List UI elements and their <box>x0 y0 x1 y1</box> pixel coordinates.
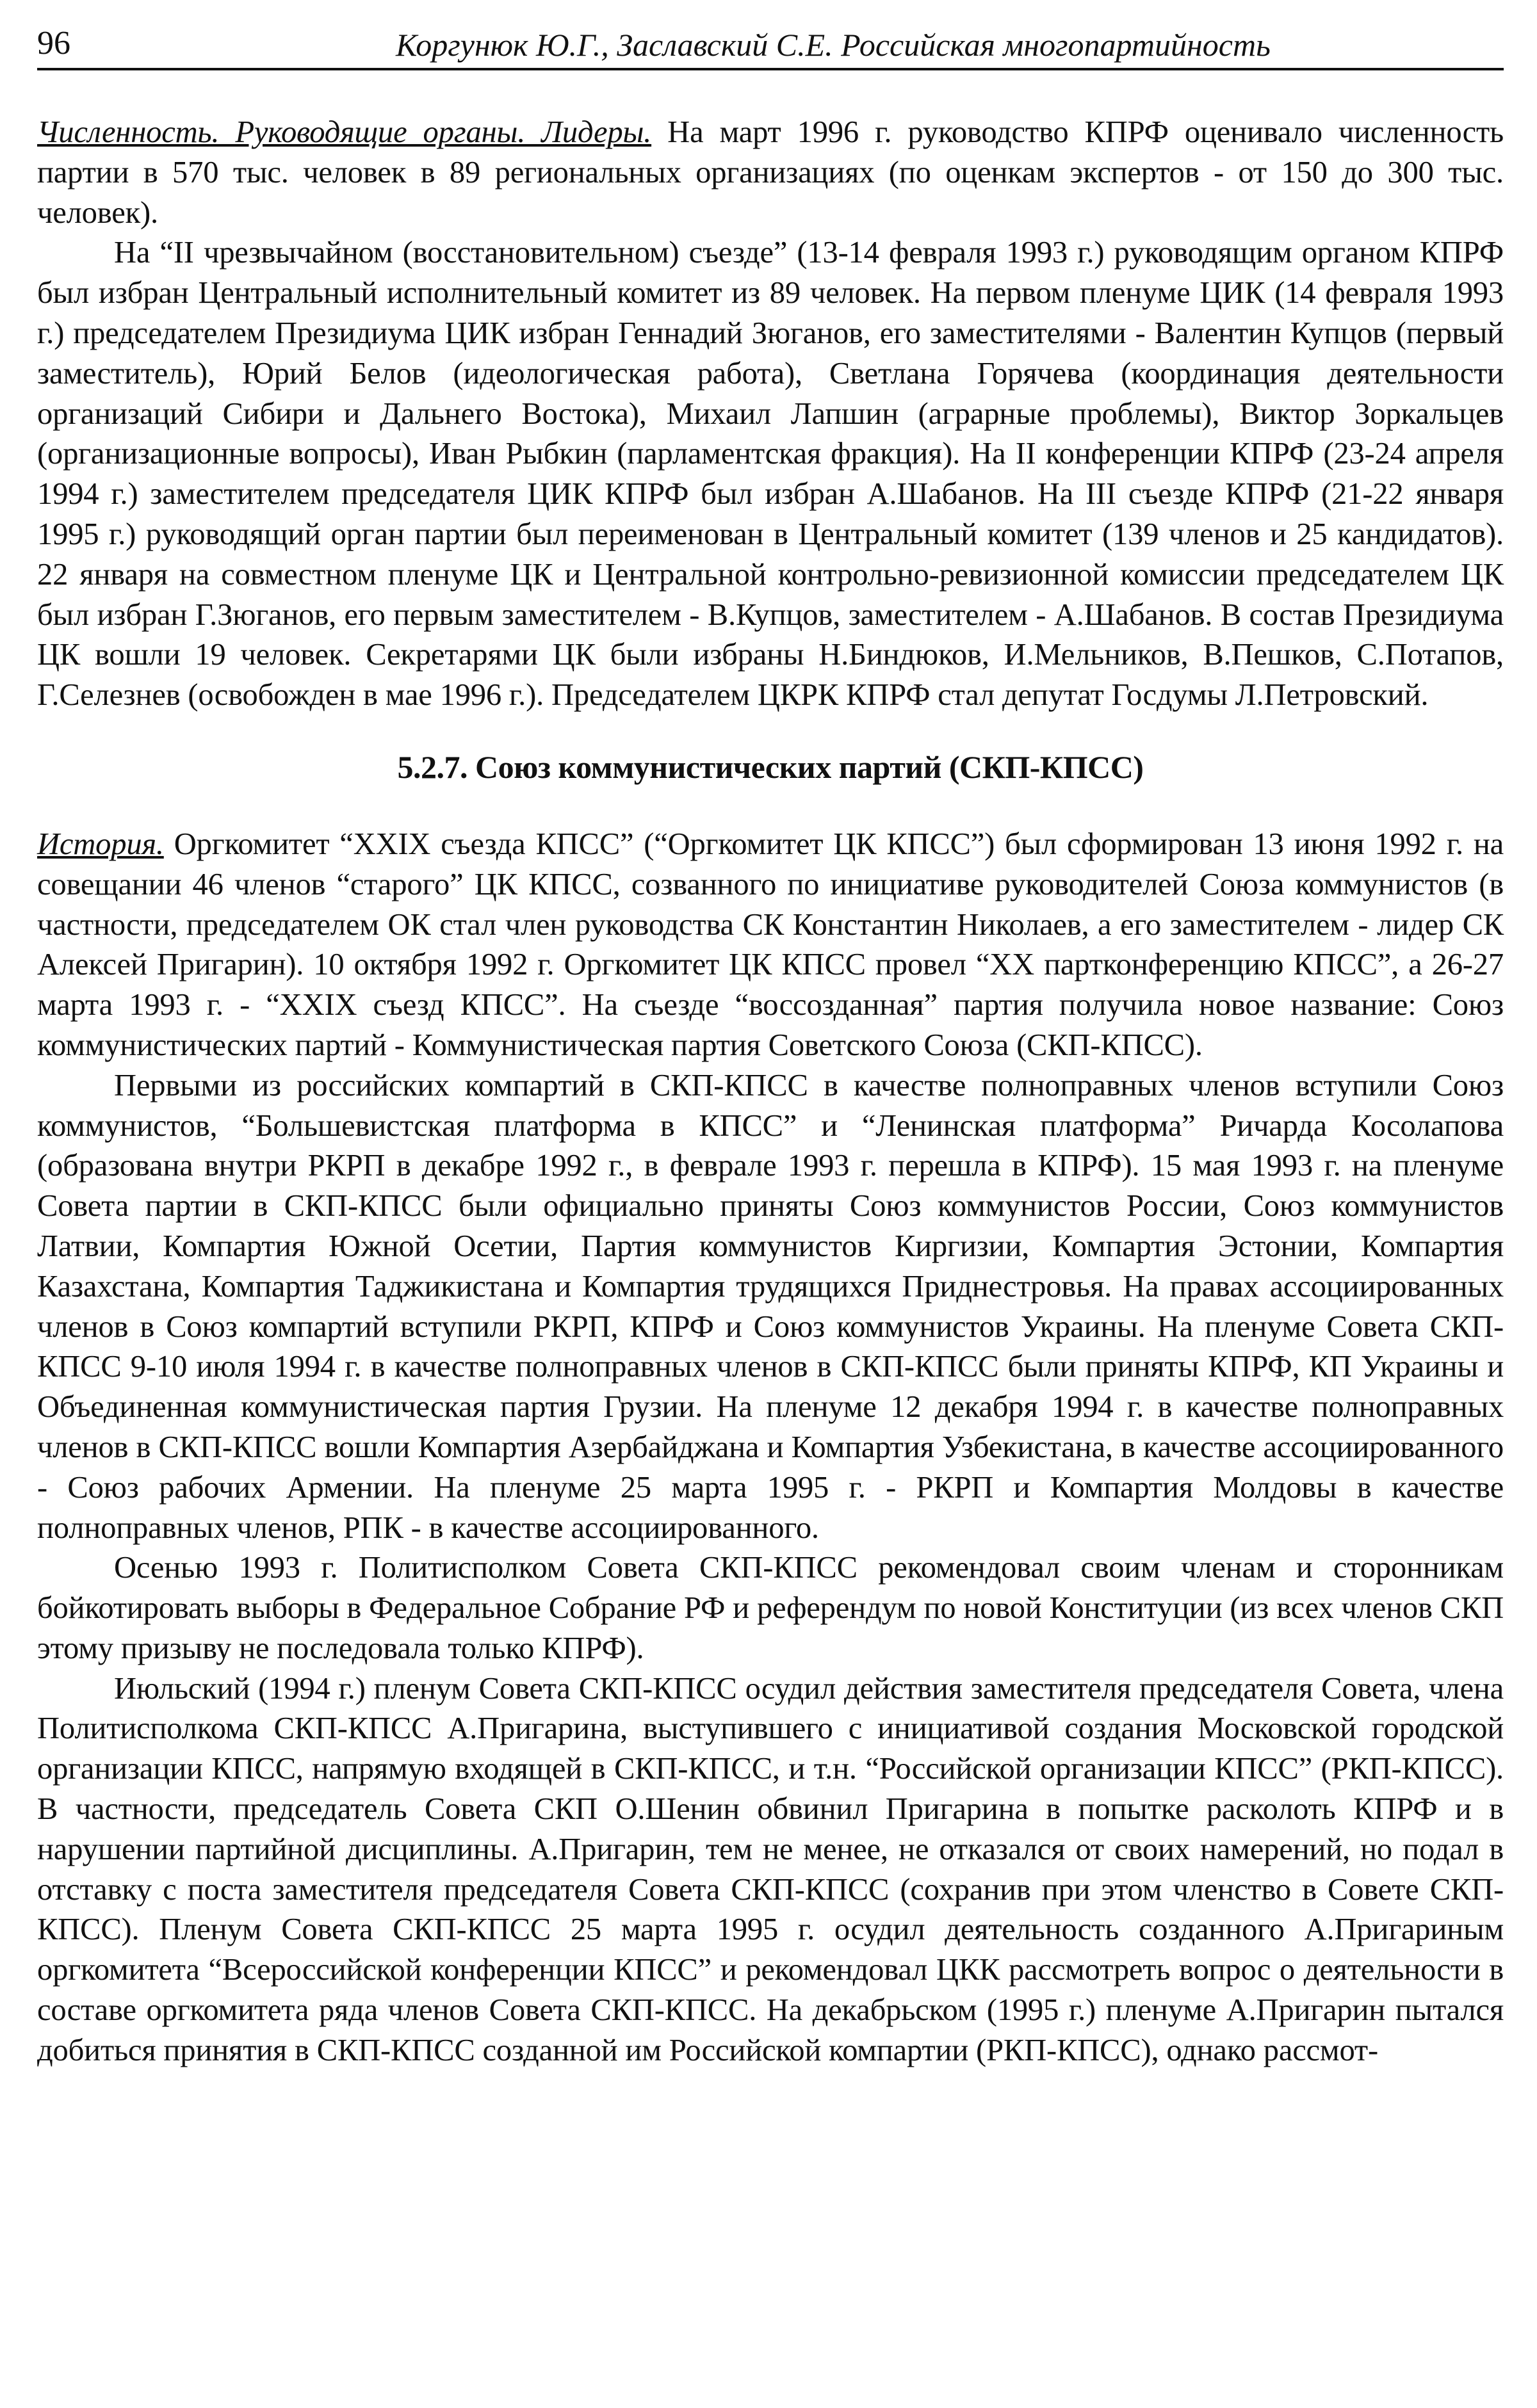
paragraph-lead-history: История. <box>37 826 164 861</box>
page-header <box>37 19 1504 70</box>
paragraph-members: Первыми из российских компартий в СКП-КПСС в качестве полноправных членов вступили Союз коммунистов, “Большевистская платформа в КПСС” и “Ленинская платформа” Ричарда Косолапова (образована внутри РКРП в декабре 1992 г., в феврале 1993 г. перешла в КПРФ). 15 мая 1993 г. на пленуме Совета партии в СКП-КПСС были официально приняты Союз коммунистов России, Союз коммунистов Латвии, Компартия Южной Осетии, Партия коммунистов Киргизии, Компартия Эстонии, Компартия Казахстана, Компартия Таджикистана и Компартия трудящихся Приднестровья. На правах ассоциированных членов в Союз компартий вступили РКРП, КПРФ и Союз коммунистов Украины. На пленуме Совета СКП-КПСС 9-10 июля 1994 г. в качестве полноправных членов в СКП-КПСС были приняты КПРФ, КП Украины и Объединенная коммунистическая партия Грузии. На пленуме 12 декабря 1994 г. в качестве полноправных членов в СКП-КПСС вошли Компартия Азербайджана и Компартия Узбекистана, в качестве ассоциированного - Союз рабочих Армении. На пленуме 25 марта 1995 г. - РКРП и Компартия Молдовы в качестве полноправных членов, РПК - в качестве ассоциированного. <box>37 1067 1504 1545</box>
page-body <box>37 112 1504 2071</box>
paragraph-boycott: Осенью 1993 г. Политисполком Совета СКП-КПСС рекомендовал своим членам и сторонникам бойкотировать выборы в Федеральное Собрание РФ и референдум по новой Конституции (из всех членов СКП этому призыву не последовала только КПРФ). <box>37 1550 1504 1665</box>
paragraph-plenum: Июльский (1994 г.) пленум Совета СКП-КПСС осудил действия заместителя председателя Совета, члена Политисполкома СКП-КПСС А.Пригарина, выступившего с инициативой создания Московской городской организации КПСС, напрямую входящей в СКП-КПСС, и т.н. “Российской организации КПСС” (РКП-КПСС). В частности, председатель Совета СКП О.Шенин обвинил Пригарина в попытке расколоть КПРФ и в нарушении партийной дисциплины. А.Пригарин, тем не менее, не отказался от своих намерений, но подал в отставку с поста заместителя председателя Совета СКП-КПСС (сохранив при этом членство в Совете СКП-КПСС). Пленум Совета СКП-КПСС 25 марта 1995 г. осудил деятельность созданного А.Пригариным оргкомитета “Всероссийской конференции КПСС” и рекомендовал ЦКК рассмотреть вопрос о деятельности в составе оргкомитета ряда членов Совета СКП-КПСС. На декабрьском (1995 г.) пленуме А.Пригарин пытался добиться принятия в СКП-КПСС созданной им Российской компартии (РКП-КПСС), однако рассмот- <box>37 1670 1504 2067</box>
paragraph-text: На март 1996 г. руководство КПРФ оценивало численность партии в 570 тыс. человек в 89 региональных организациях (по оценкам экспертов - от 150 до 300 тыс. человек). <box>37 115 1504 230</box>
paragraph-text: Оргкомитет “XXIX съезда КПСС” (“Оргкомитет ЦК КПСС”) был сформирован 13 июня 1992 г. на совещании 46 членов “старого” ЦК КПСС, созванного по инициативе руководителей Союза коммунистов (в частности, председателем ОК стал член руководства СК Константин Николаев, а его заместителем - лидер СК Алексей Пригарин). 10 октября 1992 г. Оргкомитет ЦК КПСС провел “XX партконференцию КПСС”, а 26-27 марта 1993 г. - “XXIX съезд КПСС”. На съезде “воссозданная” партия получила новое название: Союз коммунистических партий - Коммунистическая партия Советского Союза (СКП-КПСС). <box>37 826 1504 1062</box>
paragraph-lead-membership: Численность. Руководящие органы. Лидеры. <box>37 115 652 149</box>
section-heading: 5.2.7. Союз коммунистических партий (СКП-КПСС) <box>397 748 1144 785</box>
paragraph-leadership: На “II чрезвычайном (восстановительном) съезде” (13-14 февраля 1993 г.) руководящим органом КПРФ был избран Центральный исполнительный комитет из 89 человек. На первом пленуме ЦИК (14 февраля 1993 г.) председателем Президиума ЦИК избран Геннадий Зюганов, его заместителями - Валентин Купцов (первый заместитель), Юрий Белов (идеологическая работа), Светлана Горячева (координация деятельности организаций Сибири и Дальнего Востока), Михаил Лапшин (аграрные проблемы), Виктор Зоркальцев (организационные вопросы), Иван Рыбкин (парламентская фракция). На II конференции КПРФ (23-24 апреля 1994 г.) заместителем председателя ЦИК КПРФ был избран А.Шабанов. На III съезде КПРФ (21-22 января 1995 г.) руководящий орган партии был переименован в Центральный комитет (139 членов и 25 кандидатов). 22 января на совместном пленуме ЦК и Центральной контрольно-ревизионной комиссии председателем ЦК был избран Г.Зюганов, его первым заместителем - В.Купцов, заместителем - А.Шабанов. В состав Президиума ЦК вошли 19 человек. Секретарями ЦК были избраны Н.Биндюков, И.Мельников, В.Пешков, С.Потапов, Г.Селезнев (освобожден в мае 1996 г.). Председателем ЦКРК КПРФ стал депутат Госдумы Л.Петровский. <box>37 235 1504 713</box>
page-number: 96 <box>37 25 70 61</box>
running-title: Коргунюк Ю.Г., Заславский С.Е. Российская многопартийность <box>396 27 1271 63</box>
paragraph-history <box>37 824 1504 1065</box>
paragraph-membership <box>37 112 1504 232</box>
